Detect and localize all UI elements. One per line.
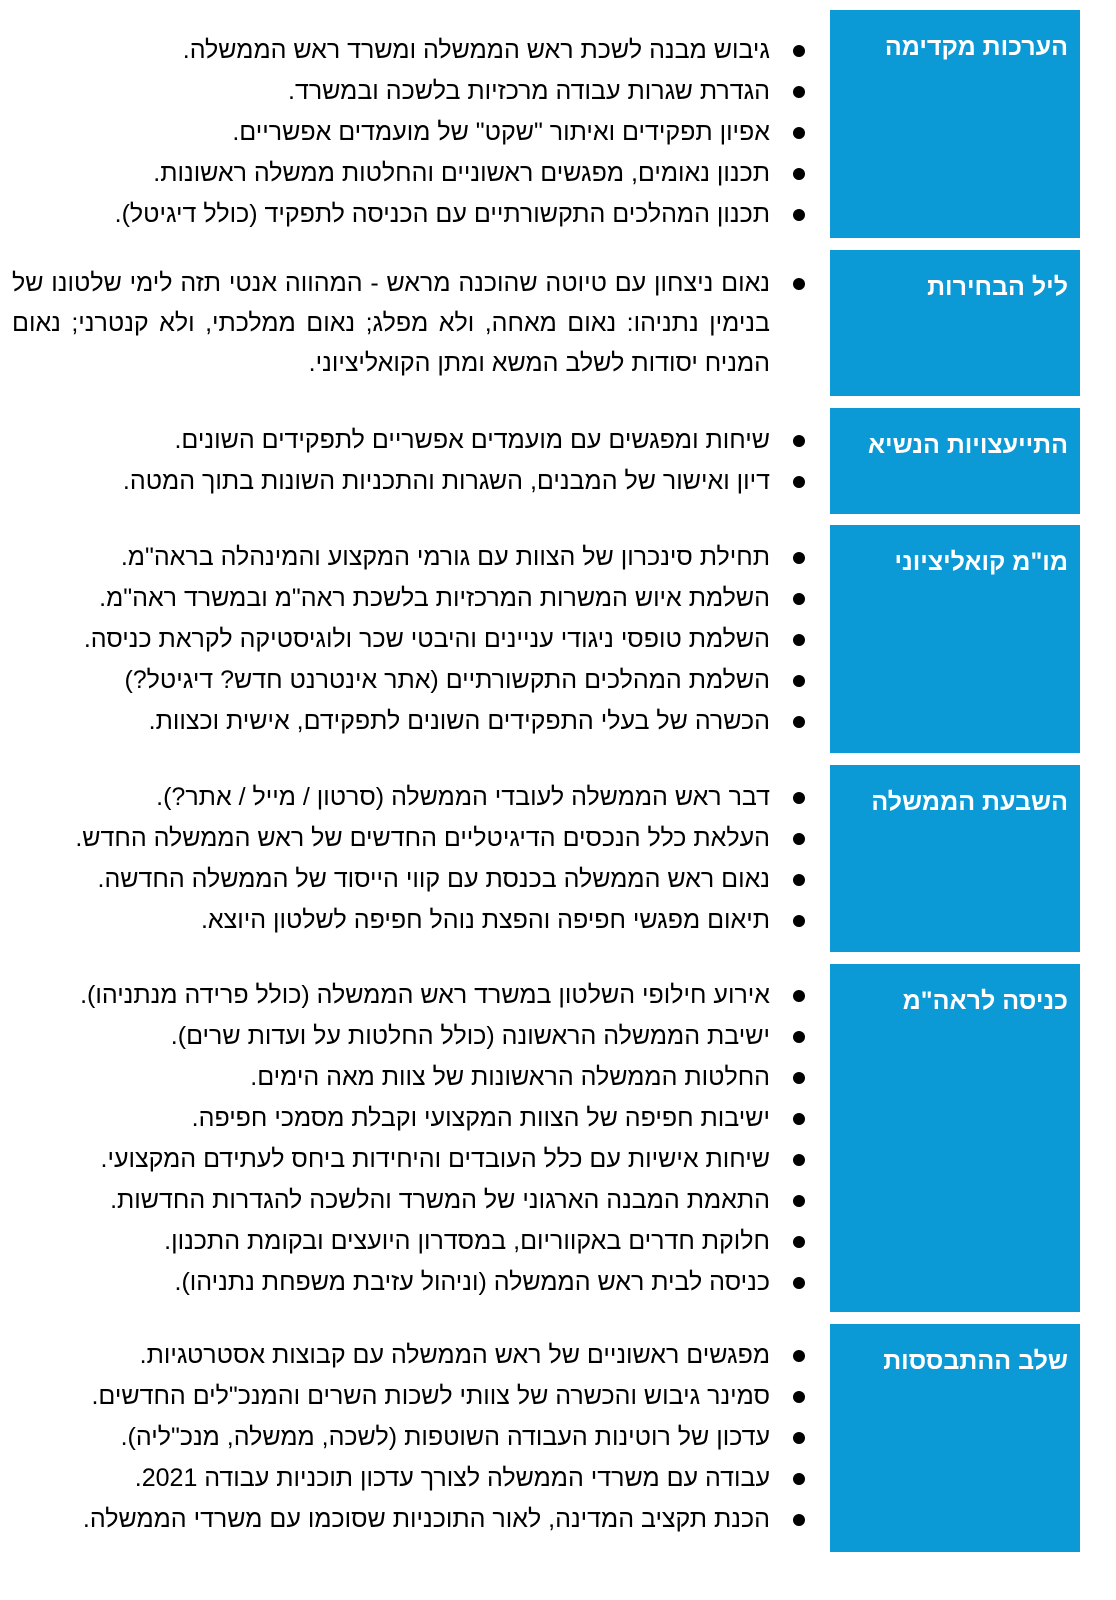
- bullet-icon: [793, 1113, 805, 1125]
- bullet-icon: [793, 278, 805, 290]
- bullet-icon: [793, 127, 805, 139]
- list-item: דבר ראש הממשלה לעובדי הממשלה (סרטון / מייל / אתר?).: [12, 777, 812, 818]
- bullet-icon: [793, 1432, 805, 1444]
- bullet-list: [12, 537, 812, 742]
- section-election-night: [0, 250, 1116, 396]
- section-entering-pmo: [0, 964, 1116, 1312]
- list-item: ישיבת הממשלה הראשונה (כולל החלטות על ועדות שרים).: [12, 1016, 812, 1057]
- list-item: כניסה לבית ראש הממשלה (וניהול עזיבת משפחת נתניהו).: [12, 1262, 812, 1303]
- bullet-icon: [793, 1195, 805, 1207]
- list-item: השלמת איוש המשרות המרכזיות בלשכת ראה"מ ובמשרד ראה"מ.: [12, 578, 812, 619]
- bullet-icon: [793, 435, 805, 447]
- bullet-icon: [793, 833, 805, 845]
- phase-label: השבעת הממשלה: [830, 765, 1080, 952]
- list-item: דיון ואישור של המבנים, השגרות והתכניות השונות בתוך המטה.: [12, 461, 812, 502]
- list-item: עדכון של רוטינות העבודה השוטפות (לשכה, ממשלה, מנכ"ליה).: [12, 1417, 812, 1458]
- list-item: הכשרה של בעלי התפקידים השונים לתפקידם, אישית וכצוות.: [12, 701, 812, 742]
- bullet-icon: [793, 675, 805, 687]
- list-item: גיבוש מבנה לשכת ראש הממשלה ומשרד ראש הממשלה.: [12, 30, 812, 71]
- bullet-icon: [793, 593, 805, 605]
- section-president-consultations: [0, 408, 1116, 514]
- list-item: חלוקת חדרים באקווריום, במסדרון היועצים ובקומת התכנון.: [12, 1221, 812, 1262]
- list-item: החלטות הממשלה הראשונות של צוות מאה הימים.: [12, 1057, 812, 1098]
- bullet-icon: [793, 874, 805, 886]
- bullet-list: [12, 30, 812, 235]
- bullet-icon: [793, 1031, 805, 1043]
- bullet-icon: [793, 1350, 805, 1362]
- bullet-list: [12, 1335, 812, 1540]
- list-item: הגדרת שגרות עבודה מרכזיות בלשכה ובמשרד.: [12, 71, 812, 112]
- section-consolidation: [0, 1324, 1116, 1552]
- phase-label: הערכות מקדימה: [830, 10, 1080, 238]
- bullet-icon: [793, 1277, 805, 1289]
- bullet-icon: [793, 1072, 805, 1084]
- phase-label: התייעצויות הנשיא: [830, 408, 1080, 514]
- bullet-icon: [793, 792, 805, 804]
- list-item: תיאום מפגשי חפיפה והפצת נוהל חפיפה לשלטון היוצא.: [12, 900, 812, 941]
- bullet-icon: [793, 209, 805, 221]
- list-item: עבודה עם משרדי הממשלה לצורך עדכון תוכניות עבודה 2021.: [12, 1458, 812, 1499]
- bullet-icon: [793, 168, 805, 180]
- phase-label: מו"מ קואליציוני: [830, 525, 1080, 753]
- bullet-list: [12, 263, 812, 383]
- list-item: שיחות אישיות עם כלל העובדים והיחידות ביחס לעתידם המקצועי.: [12, 1139, 812, 1180]
- bullet-icon: [793, 915, 805, 927]
- section-government-swearing-in: [0, 765, 1116, 952]
- list-item: השלמת טופסי ניגודי עניינים והיבטי שכר ולוגיסטיקה לקראת כניסה.: [12, 619, 812, 660]
- list-item: השלמת המהלכים התקשורתיים (אתר אינטרנט חדש? דיגיטל?): [12, 660, 812, 701]
- bullet-icon: [793, 1514, 805, 1526]
- list-item: התאמת המבנה הארגוני של המשרד והלשכה להגדרות החדשות.: [12, 1180, 812, 1221]
- section-preparations: [0, 10, 1116, 238]
- list-item: נאום ראש הממשלה בכנסת עם קווי הייסוד של הממשלה החדשה.: [12, 859, 812, 900]
- bullet-list: [12, 420, 812, 502]
- bullet-icon: [793, 1154, 805, 1166]
- bullet-icon: [793, 1236, 805, 1248]
- bullet-icon: [793, 45, 805, 57]
- list-item: העלאת כלל הנכסים הדיגיטליים החדשים של ראש הממשלה החדש.: [12, 818, 812, 859]
- bullet-icon: [793, 1391, 805, 1403]
- list-item: אירוע חילופי השלטון במשרד ראש הממשלה (כולל פרידה מנתניהו).: [12, 975, 812, 1016]
- bullet-icon: [793, 716, 805, 728]
- bullet-list: [12, 777, 812, 941]
- phase-label: כניסה לראה"מ: [830, 964, 1080, 1312]
- list-item: נאום ניצחון עם טיוטה שהוכנה מראש - המהווה אנטי תזה לימי שלטונו של בנימין נתניהו: נאום מאחה, ולא מפלג; נאום ממלכתי, ולא קנטרני; נאום המניח יסודות לשלב המשא ומתן הקואליציוני.: [12, 263, 812, 383]
- bullet-icon: [793, 476, 805, 488]
- bullet-icon: [793, 1473, 805, 1485]
- bullet-icon: [793, 990, 805, 1002]
- list-item: שיחות ומפגשים עם מועמדים אפשריים לתפקידים השונים.: [12, 420, 812, 461]
- list-item: הכנת תקציב המדינה, לאור התוכניות שסוכמו עם משרדי הממשלה.: [12, 1499, 812, 1540]
- bullet-icon: [793, 552, 805, 564]
- list-item: מפגשים ראשוניים של ראש הממשלה עם קבוצות אסטרטגיות.: [12, 1335, 812, 1376]
- bullet-list: [12, 975, 812, 1303]
- phase-label: ליל הבחירות: [830, 250, 1080, 396]
- list-item: תחילת סינכרון של הצוות עם גורמי המקצוע והמינהלה בראה"מ.: [12, 537, 812, 578]
- list-item: סמינר גיבוש והכשרה של צוותי לשכות השרים והמנכ"לים החדשים.: [12, 1376, 812, 1417]
- list-item: תכנון המהלכים התקשורתיים עם הכניסה לתפקיד (כולל דיגיטל).: [12, 194, 812, 235]
- list-item: אפיון תפקידים ואיתור "שקט" של מועמדים אפשריים.: [12, 112, 812, 153]
- section-coalition-negotiations: [0, 525, 1116, 753]
- bullet-icon: [793, 634, 805, 646]
- phase-label: שלב ההתבססות: [830, 1324, 1080, 1552]
- list-item: תכנון נאומים, מפגשים ראשוניים והחלטות ממשלה ראשונות.: [12, 153, 812, 194]
- bullet-icon: [793, 86, 805, 98]
- list-item: ישיבות חפיפה של הצוות המקצועי וקבלת מסמכי חפיפה.: [12, 1098, 812, 1139]
